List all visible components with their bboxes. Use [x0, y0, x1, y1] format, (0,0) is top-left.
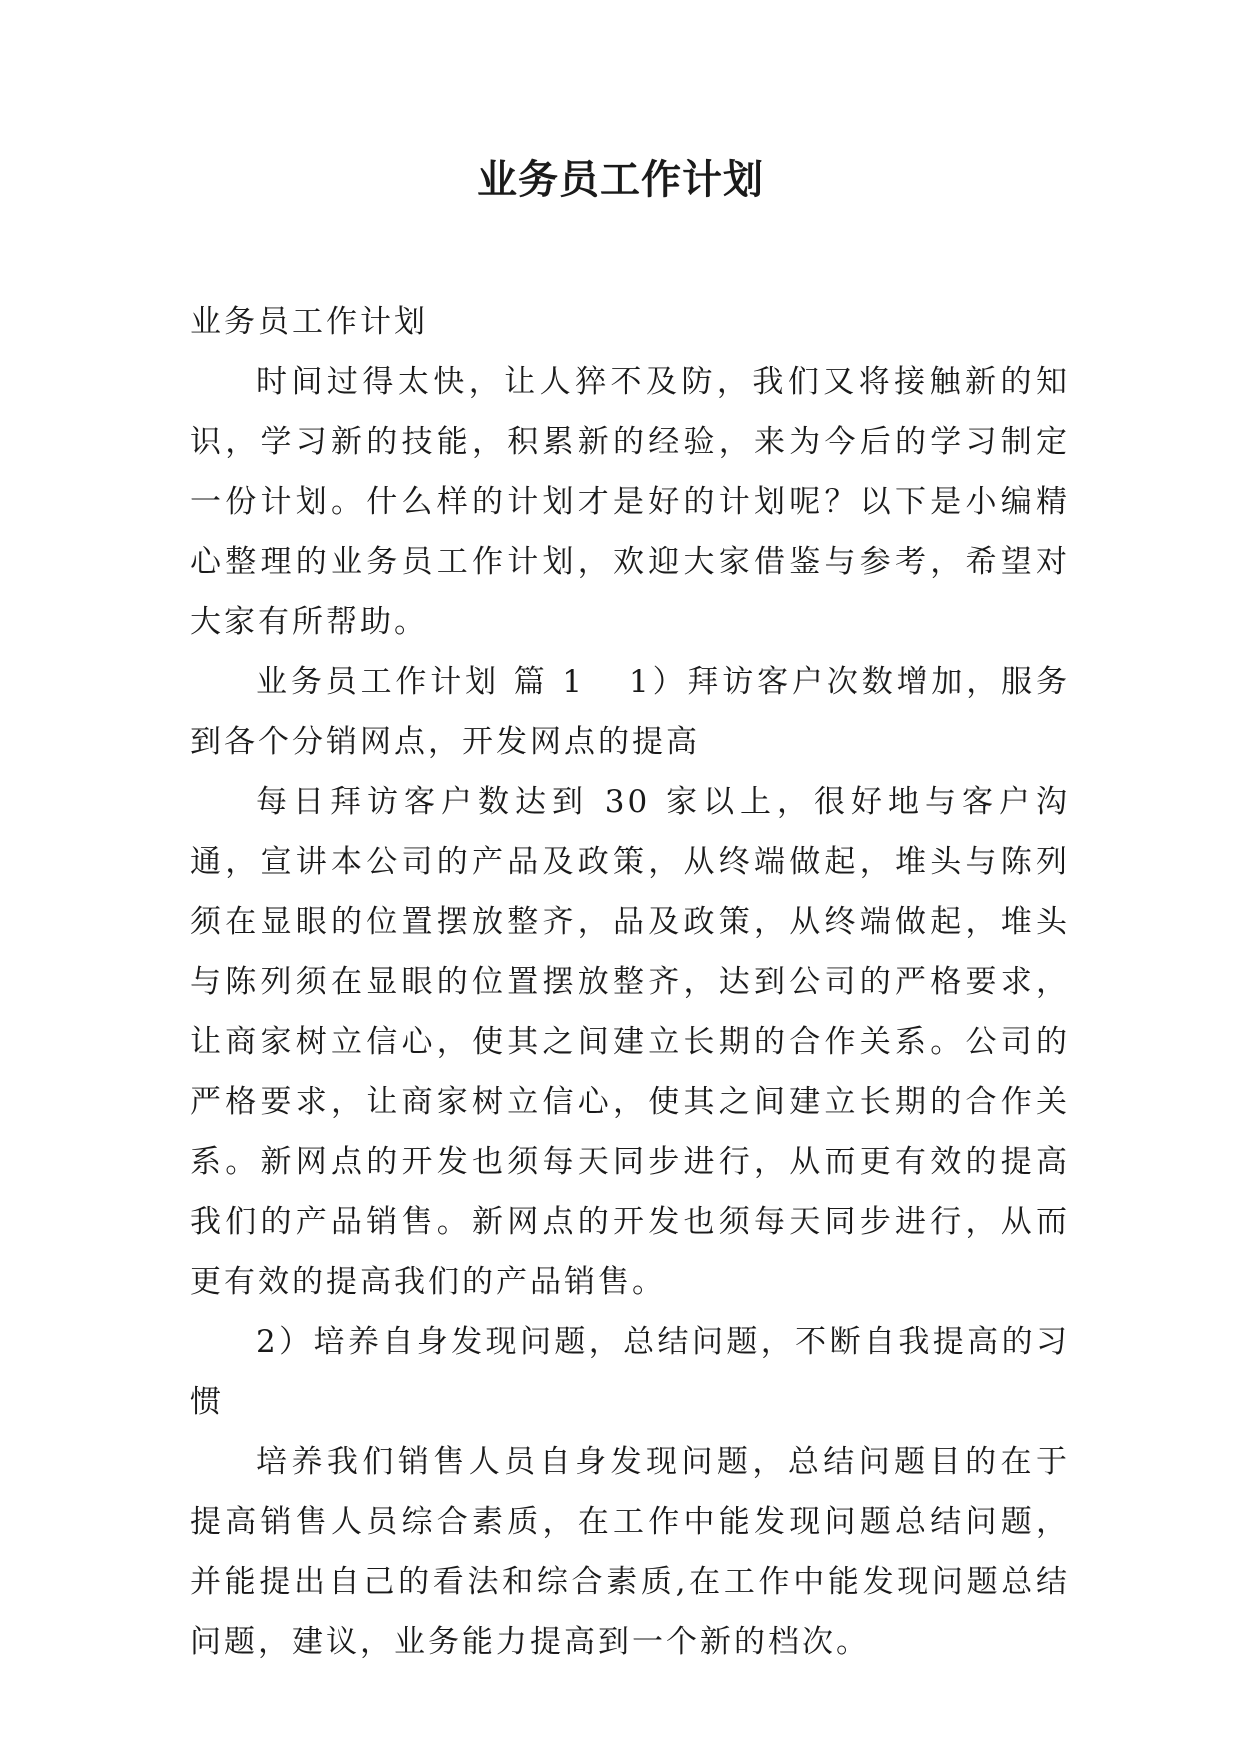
section-1-heading-line	[190, 652, 1070, 772]
point-1-title: 1）拜访客户次数增加，服务到各个分销网点，开发网点的提高	[190, 664, 1070, 760]
section-1-heading: 业务员工作计划 篇 1	[256, 664, 585, 700]
document-title: 业务员工作计划	[477, 157, 764, 203]
point-1-body: 每日拜访客户数达到 30 家以上，很好地与客户沟通，宣讲本公司的产品及政策，从终端做起，堆头与陈列须在显眼的位置摆放整齐，品及政策，从终端做起，堆头与陈列须在显眼的位置摆放整齐，达到公司的严格要求，让商家树立信心，使其之间建立长期的合作关系。公司的严格要求，让商家树立信心，使其之间建立长期的合作关系。新网点的开发也须每天同步进行，从而更有效的提高我们的产品销售。新网点的开发也须每天同步进行，从而更有效的提高我们的产品销售。	[190, 784, 1070, 1300]
point-2-title: 2）培养自身发现问题，总结问题，不断自我提高的习惯	[190, 1324, 1070, 1420]
point-2-body: 培养我们销售人员自身发现问题，总结问题目的在于提高销售人员综合素质，在工作中能发现问题总结问题，并能提出自己的看法和综合素质,在工作中能发现问题总结问题，建议，业务能力提高到一个新的档次。	[190, 1444, 1070, 1660]
intro-paragraph: 时间过得太快，让人猝不及防，我们又将接触新的知识，学习新的技能，积累新的经验，来为今后的学习制定一份计划。什么样的计划才是好的计划呢？以下是小编精心整理的业务员工作计划，欢迎大家借鉴与参考，希望对大家有所帮助。	[190, 364, 1070, 640]
document-subtitle: 业务员工作计划	[190, 304, 428, 340]
document-body	[190, 292, 1070, 1672]
